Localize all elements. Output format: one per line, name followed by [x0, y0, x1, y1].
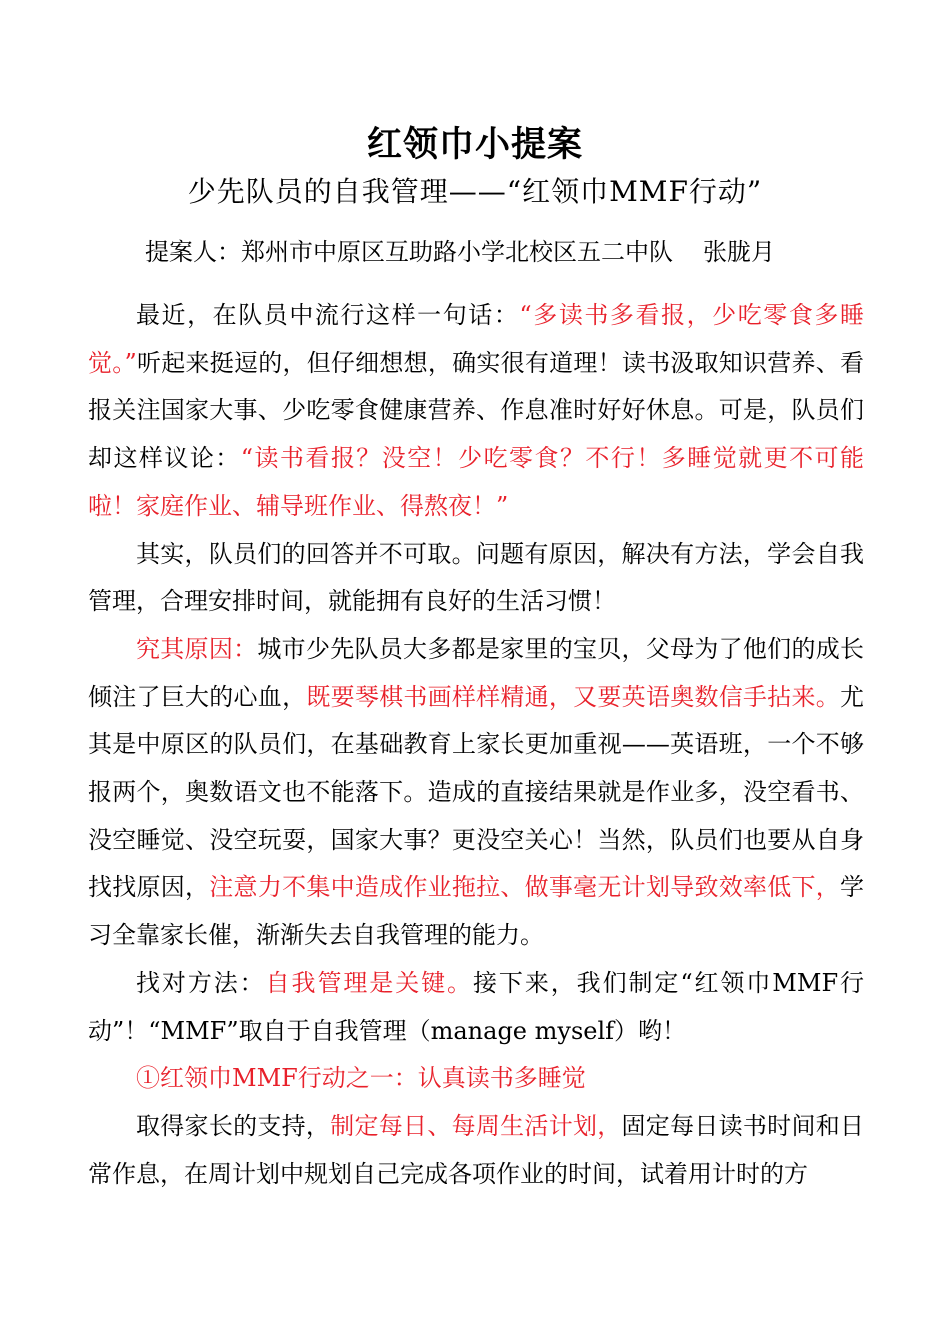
- paragraph-method: [88, 960, 864, 1055]
- proposer-line: [145, 230, 775, 274]
- text-span: 固定每日读书时间和日常作息，在周计划中规划自己完成各项作业的时间，试着用计时的方: [88, 1111, 865, 1188]
- text-span: 找对方法：: [136, 968, 266, 997]
- highlight-text: 注意力不集中造成作业拖拉、做事毫无计划导致效率低下，: [209, 873, 841, 902]
- paragraph-intro: [88, 292, 864, 531]
- text-span: 取得家长的支持，: [136, 1111, 331, 1140]
- document-body: [88, 292, 864, 1198]
- action-heading-1: [88, 1055, 864, 1103]
- text-span: 最近，在队员中流行这样一句话：: [136, 301, 520, 329]
- document-subtitle: 少先队员的自我管理——“红领巾MMF行动”: [187, 175, 763, 208]
- highlight-quote: “多读书多看报，少吃零食多睡觉。”: [88, 301, 864, 377]
- paragraph-response: [88, 531, 864, 626]
- highlight-text: 既要琴棋书画样样精通，又要英语奥数信手拈来。: [306, 682, 841, 711]
- text-span: 其实，队员们的回答并不可取。问题有原因，解决有方法，学会自我管理，合理安排时间，就能拥有良好的生活习惯！: [88, 539, 864, 616]
- paragraph-action-1: [88, 1103, 864, 1198]
- highlight-text: 制定每日、每周生活计划，: [330, 1111, 622, 1140]
- text-span: 城市少先队员大多都是家里的宝贝，父母为了他们的成长倾注了巨大的心血，: [88, 634, 865, 711]
- text-span: 学习全靠家长催，渐渐失去自我管理的能力。: [88, 873, 865, 950]
- highlight-heading: ①红领巾MMF行动之一：认真读书多睡觉: [136, 1064, 586, 1093]
- proposer-name: 张胧月: [703, 238, 775, 266]
- text-span: 尤其是中原区的队员们，在基础教育上家长更加重视——英语班，一个不够报两个，奥数语文也不能落下。造成的直接结果就是作业多，没空看书、没空睡觉、没空玩耍，国家大事？更没空关心！当然，队员们也要从自身找找原因，: [88, 682, 865, 902]
- proposer-label: 提案人：郑州市中原区互助路小学北校区五二中队: [145, 238, 673, 266]
- document-title: 红领巾小提案: [366, 124, 583, 165]
- text-span: 接下来，我们制定“红领巾MMF行动”！“MMF”取自于自我管理（manage myself）哟！: [88, 968, 865, 1045]
- text-span: 听起来挺逗的，但仔细想想，确实很有道理！读书汲取知识营养、看报关注国家大事、少吃零食健康营养、作息准时好好休息。可是，队员们却这样议论：: [88, 348, 864, 473]
- highlight-heading: 究其原因：: [136, 634, 258, 663]
- highlight-quote: “读书看报？没空！少吃零食？不行！多睡觉就更不可能啦！家庭作业、辅导班作业、得熬夜！”: [88, 444, 864, 520]
- highlight-text: 自我管理是关键。: [265, 968, 473, 997]
- paragraph-causes: [88, 626, 864, 960]
